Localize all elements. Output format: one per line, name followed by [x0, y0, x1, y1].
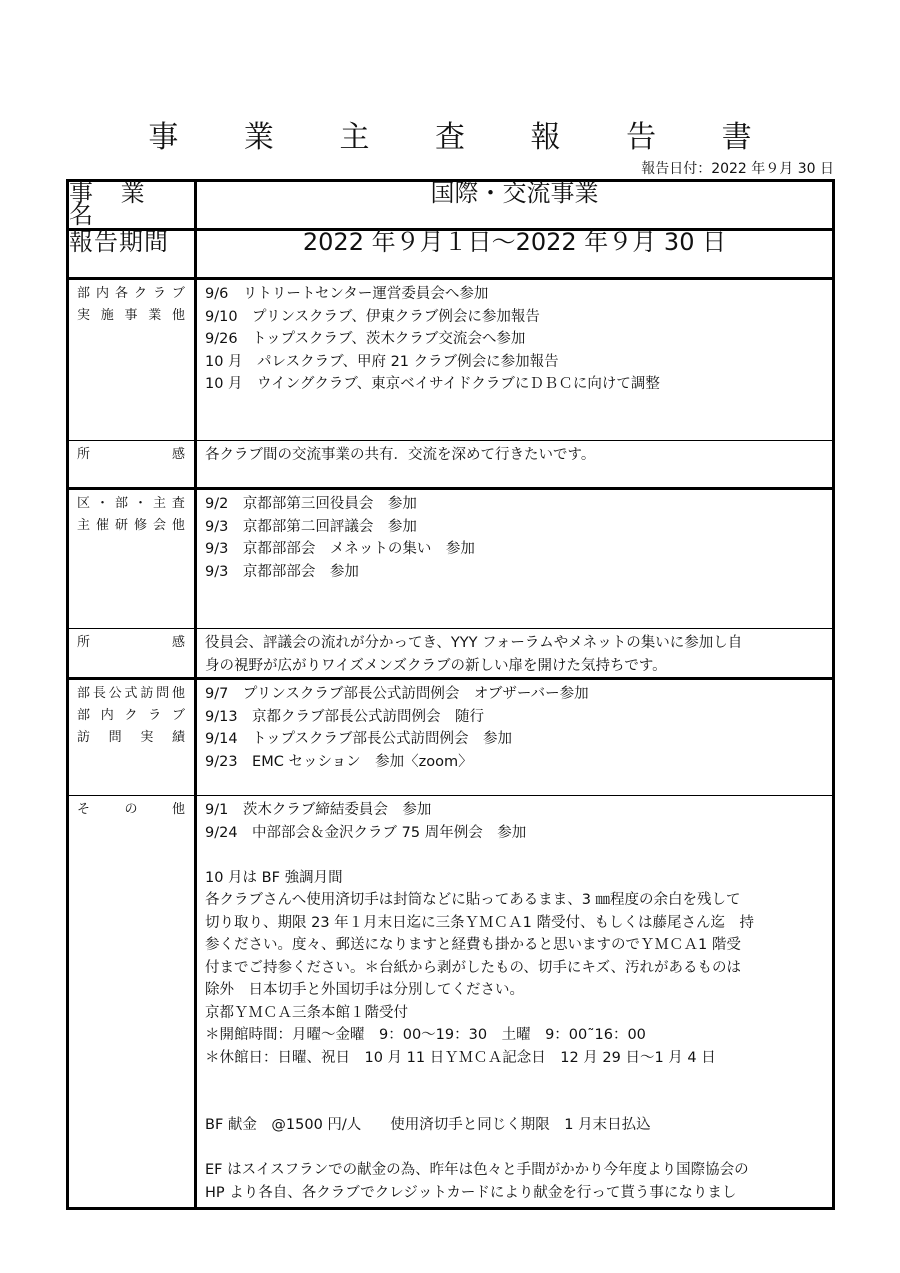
other-label-char: そ	[77, 802, 91, 817]
list-item: 10 月 パレスクラブ、甲府 21 クラブ例会に参加報告	[205, 353, 559, 370]
club-activities-content	[196, 279, 834, 441]
impression-line: 役員会、評議会の流れが分かってき、YYY フォーラムやメネットの集いに参加し自	[205, 635, 743, 651]
other-label-char: 他	[171, 802, 185, 817]
report-period-value: 2022 年９月１日～2022 年９月 30 日	[196, 230, 834, 279]
text-line: BF 献金 @1500 円/人 使用済切手と同じく期限 1 月末日払込	[205, 1117, 651, 1133]
project-name-row	[68, 181, 834, 230]
club-activities-label-line-2: 実 施 事 業 他	[77, 308, 185, 323]
text-line: 各クラブさんへ使用済切手は封筒などに貼ってあるまま、3 ㎜程度の余白を残して	[205, 892, 741, 908]
other-label	[68, 796, 196, 1209]
report-date: 報告日付：2022 年９月 30 日	[641, 161, 834, 177]
club-activities-row	[68, 279, 834, 441]
project-name-value: 国際・交流事業	[196, 181, 834, 230]
list-item: 9/26 トップスクラブ、茨木クラブ交流会へ参加	[205, 331, 526, 347]
document-title: 事 業 主 査 報 告 書	[148, 120, 780, 155]
project-name-label: 事 業 名	[68, 181, 196, 230]
visits-row	[68, 679, 834, 796]
impression-label-left: 所	[77, 447, 91, 462]
training-label	[68, 489, 196, 629]
list-item: 9/13 京都クラブ部長公式訪問例会 随行	[205, 708, 485, 725]
impression-line: 身の視野が広がりワイズメンズクラブの新しい扉を開けた気持ちです。	[205, 657, 667, 674]
list-item: 9/3 京都部第二回評議会 参加	[205, 518, 417, 535]
impression-text-2	[196, 629, 834, 679]
training-label-line-2: 主 催 研 修 会 他	[77, 518, 185, 533]
impression-label-left: 所	[77, 635, 91, 650]
text-line	[205, 1069, 828, 1092]
text-line: 切り取り、期限 23 年１月末日迄に三条ＹＭＣＡ1 階受付、もしくは藤尾さん迄 持	[205, 914, 755, 931]
text-line: ＊休館日：日曜、祝日 10 月 11 日ＹＭＣＡ記念日 12 月 29 日～1 月 4 日	[205, 1049, 716, 1066]
report-period-row	[68, 230, 834, 279]
impression-line: 各クラブ間の交流事業の共有．交流を深めて行きたいです。	[205, 447, 596, 463]
list-item: 9/14 トップスクラブ部長公式訪問例会 参加	[205, 731, 513, 747]
training-row	[68, 489, 834, 629]
impression-label-right: 感	[171, 635, 185, 650]
impression-row-2	[68, 629, 834, 679]
list-item: 9/3 京都部部会 メネットの集い 参加	[205, 541, 475, 557]
other-label-char: の	[124, 802, 138, 817]
list-item: 10 月 ウイングクラブ、東京ベイサイドクラブにＤＢＣに向けて調整	[205, 376, 660, 392]
impression-label-1	[68, 441, 196, 489]
report-table	[66, 179, 835, 1210]
text-line: 10 月は BF 強調月間	[205, 869, 343, 886]
text-line: HP より各自、各クラブでクレジットカードにより献金を行って貰う事になりまし	[205, 1184, 737, 1201]
text-line: 除外 日本切手と外国切手は分別してください。	[205, 982, 524, 998]
text-line: 京都ＹＭＣＡ三条本館１階受付	[205, 1004, 408, 1021]
visits-label	[68, 679, 196, 796]
text-line: EF はスイスフランでの献金の為、昨年は色々と手間がかかり今年度より国際協会の	[205, 1162, 749, 1178]
text-line: 9/24 中部部会＆金沢クラブ 75 周年例会 参加	[205, 824, 527, 841]
list-item: 9/6 リトリートセンター運営委員会へ参加	[205, 286, 489, 302]
visits-label-line-2: 部 内 ク ラ ブ	[77, 708, 185, 723]
list-item: 9/7 プリンスクラブ部長公式訪問例会 オブザーバー参加	[205, 686, 589, 702]
visits-content	[196, 679, 834, 796]
visits-label-line-3: 訪 問 実 績	[77, 730, 185, 745]
club-activities-label	[68, 279, 196, 441]
text-line	[205, 1092, 828, 1115]
text-line: 付までご持参ください。＊台紙から剥がしたもの、切手にキズ、汚れがあるものは	[205, 959, 742, 976]
report-period-label: 報告期間	[68, 230, 196, 279]
impression-row-1	[68, 441, 834, 489]
text-line: 参ください。度々、郵送になりますと経費も掛かると思いますのでＹＭＣＡ1 階受	[205, 937, 741, 953]
list-item: 9/2 京都部第三回役員会 参加	[205, 496, 417, 512]
text-line	[205, 844, 828, 867]
list-item: 9/23 EMC セッション 参加〈zoom〉	[205, 753, 473, 770]
training-content	[196, 489, 834, 629]
list-item: 9/3 京都部部会 参加	[205, 563, 359, 580]
text-line: ＊開館時間：月曜～金曜 9：00～19：30 土曜 9：00˜16：00	[205, 1027, 646, 1043]
impression-label-right: 感	[171, 447, 185, 462]
club-activities-label-line-1: 部 内 各 ク ラ ブ	[77, 286, 185, 301]
impression-text-1	[196, 441, 834, 489]
other-row	[68, 796, 834, 1209]
text-line	[205, 1137, 828, 1160]
text-line: 9/1 茨木クラブ締結委員会 参加	[205, 802, 432, 818]
impression-label-2	[68, 629, 196, 679]
visits-label-line-1: 部 長 公 式 訪 問 他	[77, 686, 185, 701]
list-item: 9/10 プリンスクラブ、伊東クラブ例会に参加報告	[205, 308, 540, 325]
training-label-line-1: 区 ・ 部 ・ 主 査	[77, 496, 185, 511]
other-content	[196, 796, 834, 1209]
